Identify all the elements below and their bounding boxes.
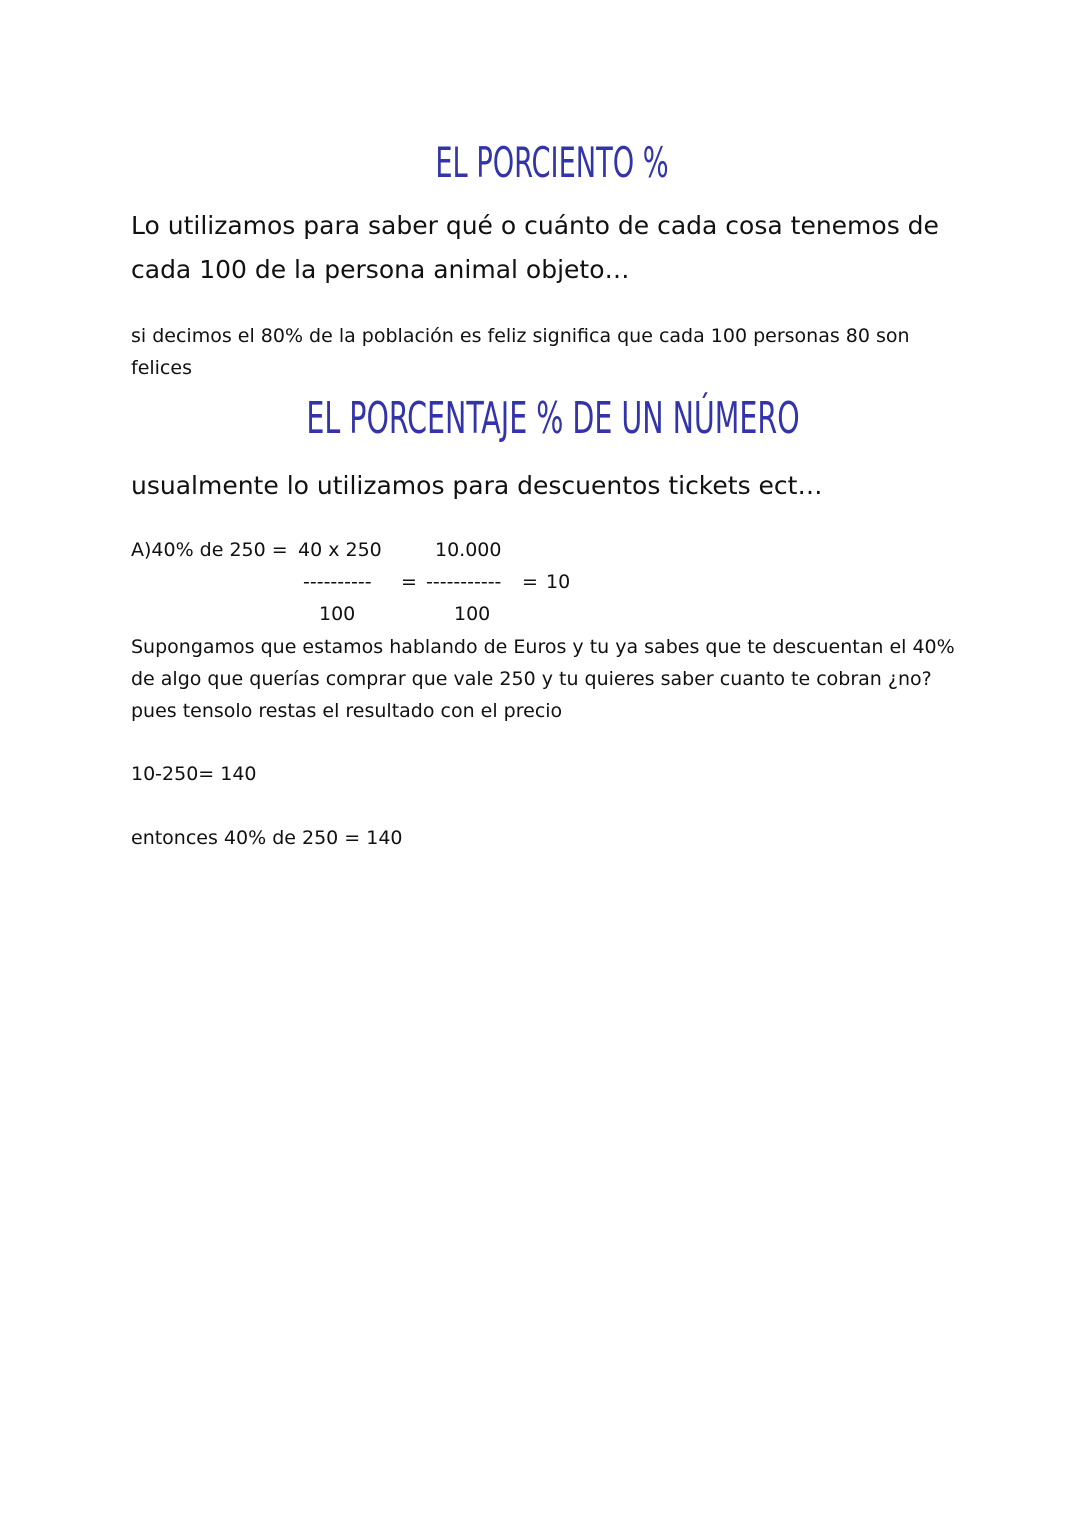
fraction-line-1: ----------	[303, 571, 372, 593]
lead-porcentaje: usualmente lo utilizamos para descuentos tickets ect…	[131, 471, 823, 500]
equals-sign-2: =	[522, 571, 538, 593]
calculation-numerator-1: 40 x 250	[298, 539, 382, 561]
calculation-numerator-2: 10.000	[435, 539, 502, 561]
lead-porciento: Lo utilizamos para saber qué o cuánto de cada cosa tenemos de cada 100 de la persona animal objeto…	[131, 211, 939, 284]
title-porciento: EL PORCIENTO %	[435, 138, 669, 187]
calculation-denominator-2: 100	[454, 603, 491, 625]
example-porciento: si decimos el 80% de la población es feliz significa que cada 100 personas 80 son felices	[131, 325, 910, 379]
subtraction-line: 10-250= 140	[131, 763, 257, 785]
equals-sign-1: =	[401, 571, 417, 593]
calculation-result: 10	[546, 571, 571, 593]
conclusion-line: entonces 40% de 250 = 140	[131, 827, 403, 849]
fraction-line-2: -----------	[426, 571, 502, 593]
calculation-label: A)40% de 250 =	[131, 539, 288, 561]
explanation-paragraph: Supongamos que estamos hablando de Euros y tu ya sabes que te descuentan el 40% de algo que querías comprar que vale 250 y tu quieres saber cuanto te cobran ¿no? pues tensolo restas el resultado con el precio	[131, 636, 955, 722]
calculation-denominator-1: 100	[319, 603, 356, 625]
title-porcentaje: EL PORCENTAJE % DE UN NÚMERO	[306, 393, 800, 444]
